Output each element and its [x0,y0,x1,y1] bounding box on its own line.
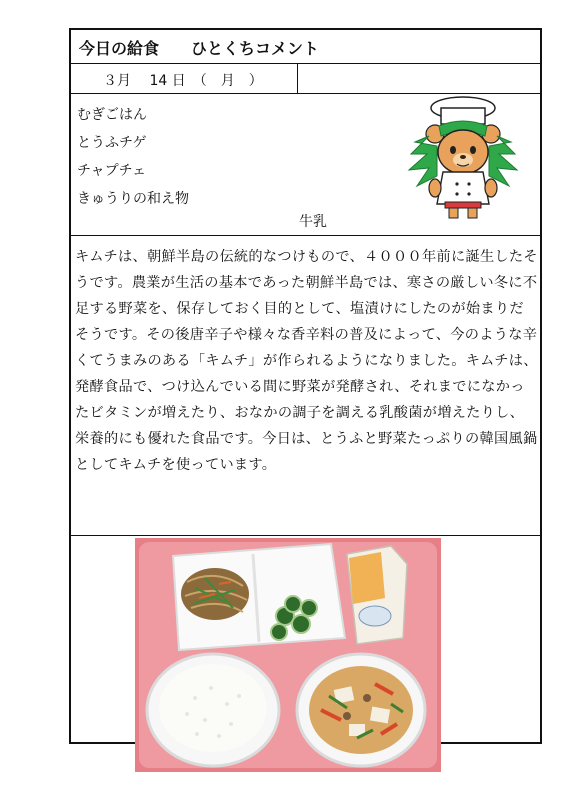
page-title: 今日の給食 ひとくちコメント [79,39,320,58]
title-row [71,30,540,64]
menu-item: むぎごはん [77,107,147,123]
lunch-sheet [69,28,542,744]
photo-section [71,536,540,742]
comment-section [71,236,540,536]
menu-section [71,94,540,236]
menu-item: とうふチゲ [77,135,147,151]
school-lunch-photo [135,538,441,772]
menu-item: チャプチェ [77,163,147,179]
mascot-chef-illustration [401,96,537,224]
date-cell [71,64,298,93]
comment-text: キムチは、朝鮮半島の伝統的なつけもので、４０００年前に誕生したそうです。農業が生活の基本であった朝鮮半島では、寒さの厳しい冬に不足する野菜を、保存しておく目的として、塩漬けにしたのが始まりだそうです。その後唐辛子や様々な香辛料の普及によって、今のような辛くてうまみのある「キムチ」が作られるようになりました。キムチは、発酵食品で、つけ込んでいる間に野菜が発酵され、それまでになかったビタミンが増えたり、おなかの調子を調える乳酸菌が増えたりし、栄養的にも優れた食品です。今日は、とうふと野菜たっぷりの韓国風鍋としてキムチを使っています。 [75,249,538,473]
menu-item: きゅうりの和え物 [77,191,189,207]
date-text: ３月 14 日 （ 月 ） [103,73,263,89]
date-row [71,64,540,94]
milk-label: 牛乳 [299,214,327,230]
